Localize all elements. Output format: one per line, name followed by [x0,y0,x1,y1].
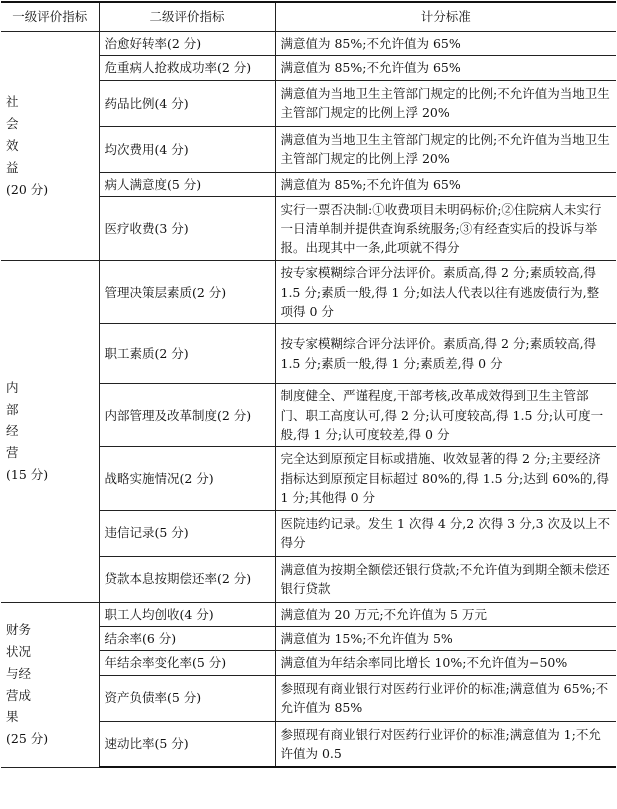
criteria-cell: 实行一票否决制:①收费项目未明码标价;②住院病人未实行一日清单制并提供查询系统服务;③有经查实后的投诉与举报。出现其中一条,此项就不得分 [275,197,616,261]
table-row [1,602,616,626]
category-name: 财务 状况 与经 营成 果 [6,621,32,725]
category-cell [1,602,99,767]
indicator-cell: 战略实施情况(2 分) [99,447,275,510]
criteria-cell: 满意值为当地卫生主管部门规定的比例;不允许值为当地卫生主管部门规定的比例上浮 20% [275,126,616,172]
table-body [1,32,616,768]
header-level1: 一级评价指标 [1,2,99,32]
indicator-cell: 速动比率(5 分) [99,721,275,767]
category-score: (25 分) [6,731,49,747]
criteria-cell: 满意值为 85%;不允许值为 65% [275,32,616,56]
table-row [1,32,616,56]
indicator-cell: 均次费用(4 分) [99,126,275,172]
evaluation-table [1,1,616,768]
category-name: 社 会 效 益 [6,94,19,175]
criteria-cell: 满意值为 15%;不允许值为 5% [275,626,616,650]
category-cell [1,32,99,261]
category-score: (20 分) [6,181,49,197]
indicator-cell: 年结余率变化率(5 分) [99,651,275,675]
criteria-cell: 满意值为 85%;不允许值为 65% [275,56,616,80]
indicator-cell: 危重病人抢救成功率(2 分) [99,56,275,80]
indicator-cell: 内部管理及改革制度(2 分) [99,384,275,447]
header-criteria: 计分标准 [275,2,616,32]
indicator-cell: 管理决策层素质(2 分) [99,261,275,324]
criteria-cell: 医院违约记录。发生 1 次得 4 分,2 次得 3 分,3 次及以上不得分 [275,510,616,556]
indicator-cell: 治愈好转率(2 分) [99,32,275,56]
criteria-cell: 按专家模糊综合评分法评价。素质高,得 2 分;素质较高,得 1.5 分;素质一般,得 1 分;素质差,得 0 分 [275,324,616,384]
indicator-cell: 病人满意度(5 分) [99,172,275,196]
indicator-cell: 结余率(6 分) [99,626,275,650]
indicator-cell: 违信记录(5 分) [99,510,275,556]
criteria-cell: 满意值为 20 万元;不允许值为 5 万元 [275,602,616,626]
indicator-cell: 医疗收费(3 分) [99,197,275,261]
category-cell [1,261,99,602]
table-row [1,261,616,324]
indicator-cell: 职工人均创收(4 分) [99,602,275,626]
criteria-cell: 满意值为当地卫生主管部门规定的比例;不允许值为当地卫生主管部门规定的比例上浮 20% [275,80,616,126]
indicator-cell: 资产负债率(5 分) [99,675,275,721]
indicator-cell: 药品比例(4 分) [99,80,275,126]
category-name: 内 部 经 营 [6,379,19,461]
header-level2: 二级评价指标 [99,2,275,32]
header-row [1,2,616,32]
indicator-cell: 贷款本息按期偿还率(2 分) [99,556,275,602]
criteria-cell: 满意值为年结余率同比增长 10%;不允许值为−50% [275,651,616,675]
criteria-cell: 参照现有商业银行对医药行业评价的标准;满意值为 65%;不允许值为 85% [275,675,616,721]
criteria-cell: 满意值为按期全额偿还银行贷款;不允许值为到期全额未偿还银行贷款 [275,556,616,602]
criteria-cell: 完全达到原预定目标或措施、收效显著的得 2 分;主要经济指标达到原预定目标超过 80%的,得 1.5 分;达到 60%的,得 1 分;其他得 0 分 [275,447,616,510]
criteria-cell: 参照现有商业银行对医药行业评价的标准;满意值为 1;不允许值为 0.5 [275,721,616,767]
indicator-cell: 职工素质(2 分) [99,324,275,384]
criteria-cell: 制度健全、严谨程度,干部考核,改革成效得到卫生主管部门、职工高度认可,得 2 分;认可度较高,得 1.5 分;认可度一般,得 1 分;认可度较差,得 0 分 [275,384,616,447]
criteria-cell: 满意值为 85%;不允许值为 65% [275,172,616,196]
category-score: (15 分) [6,467,49,483]
criteria-cell: 按专家模糊综合评分法评价。素质高,得 2 分;素质较高,得 1.5 分;素质一般,得 1 分;如法人代表以往有逃废债行为,整项得 0 分 [275,261,616,324]
